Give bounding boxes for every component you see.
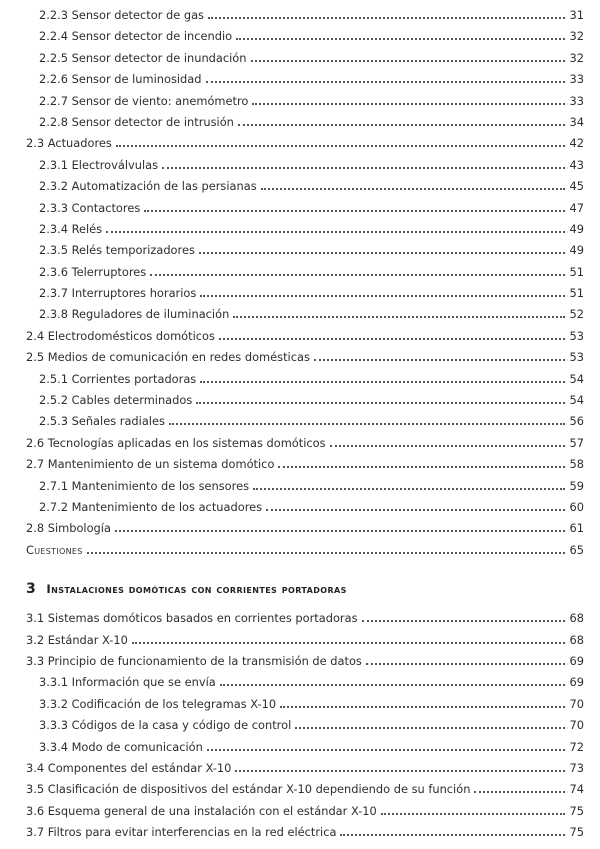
page-number: 32 [569, 29, 584, 44]
dot-leader [200, 295, 565, 297]
toc-entry-label: 2.2.6 Sensor de luminosidad [39, 72, 202, 87]
toc-entry [26, 497, 584, 518]
dot-leader [295, 727, 565, 729]
toc-entry [26, 672, 584, 693]
toc-entry [26, 112, 584, 133]
chapter-title: Instalaciones domóticas con corrientes portadoras [46, 582, 347, 597]
page-number: 45 [569, 179, 584, 194]
toc-entry-label: 2.3.6 Telerruptores [39, 264, 147, 279]
page-number: 43 [569, 157, 584, 172]
toc-entry-label: 2.7.1 Mantenimiento de los sensores [39, 478, 250, 493]
page-number: 75 [569, 803, 584, 818]
toc-entry [26, 801, 584, 822]
page-number: 53 [569, 350, 584, 365]
toc-entry [26, 133, 584, 154]
page-number: 52 [569, 307, 584, 322]
toc-entry-label: 3.3 Principio de funcionamiento de la transmisión de datos [26, 653, 362, 668]
toc-entry-label: 2.5.3 Señales radiales [39, 414, 165, 429]
toc-entry-label: 3.2 Estándar X-10 [26, 632, 128, 647]
toc-entry-label: 2.3.7 Interruptores horarios [39, 286, 197, 301]
page-number: 69 [569, 675, 584, 690]
toc-entry [26, 347, 584, 368]
toc-entry [26, 219, 584, 240]
toc-entry [26, 304, 584, 325]
toc-entry-label: 2.3.8 Reguladores de iluminación [39, 307, 230, 322]
page-number: 47 [569, 200, 584, 215]
page-number: 49 [569, 221, 584, 236]
page-number: 69 [569, 653, 584, 668]
page-number: 42 [569, 136, 584, 151]
page-number: 70 [569, 718, 584, 733]
page-number: 54 [569, 371, 584, 386]
dot-leader [261, 188, 565, 190]
dot-leader [219, 338, 565, 340]
toc-entry [26, 390, 584, 411]
dot-leader [144, 210, 565, 212]
page-number: 61 [569, 521, 584, 536]
toc-entry [26, 262, 584, 283]
toc-entry-label: 2.7 Mantenimiento de un sistema domótico [26, 457, 275, 472]
toc-entry [26, 69, 584, 90]
toc-entry-label: 2.3.4 Relés [39, 221, 103, 236]
page-number: 58 [569, 457, 584, 472]
page-number: 51 [569, 286, 584, 301]
dot-leader [116, 145, 565, 147]
page-number: 49 [569, 243, 584, 258]
toc-entry [26, 822, 584, 843]
toc-entry-label: 2.3.3 Contactores [39, 200, 141, 215]
toc-entry [26, 476, 584, 497]
toc-entry [26, 91, 584, 112]
dot-leader [235, 770, 565, 772]
dot-leader [314, 359, 565, 361]
toc-entry [26, 779, 584, 800]
toc-entry-label: 2.2.7 Sensor de viento: anemómetro [39, 93, 249, 108]
toc-entry [26, 240, 584, 261]
dot-leader [196, 402, 565, 404]
toc-entry [26, 518, 584, 539]
toc-entry-label: 2.2.3 Sensor detector de gas [39, 8, 204, 22]
toc-entry [26, 176, 584, 197]
dot-leader [132, 642, 565, 644]
toc-entry [26, 715, 584, 736]
dot-leader [252, 103, 565, 105]
dot-leader [366, 663, 565, 665]
toc-entry [26, 198, 584, 219]
toc-entry-label: 3.5 Clasificación de dispositivos del estándar X-10 dependiendo de su función [26, 782, 471, 797]
dot-leader [251, 60, 566, 62]
page-number: 72 [569, 739, 584, 754]
toc-entry [26, 26, 584, 47]
toc-entry-label: 3.3.3 Códigos de la casa y código de control [39, 718, 292, 733]
dot-leader [340, 834, 565, 836]
dot-leader [266, 509, 565, 511]
toc-entry-label: 3.1 Sistemas domóticos basados en corrientes portadoras [26, 611, 358, 626]
page-number: 73 [569, 760, 584, 775]
toc-entry [26, 48, 584, 69]
toc-list [26, 5, 584, 843]
dot-leader [162, 167, 565, 169]
dot-leader [278, 466, 565, 468]
toc-entry-label: 2.7.2 Mantenimiento de los actuadores [39, 499, 263, 514]
toc-entry-label: 2.6 Tecnologías aplicadas en los sistemas domóticos [26, 435, 326, 450]
dot-leader [238, 124, 565, 126]
page-number: 51 [569, 264, 584, 279]
toc-entry-label: 2.2.8 Sensor detector de intrusión [39, 114, 234, 129]
toc-entry-label: 2.4 Electrodomésticos domóticos [26, 328, 215, 343]
dot-leader [87, 552, 565, 554]
dot-leader [330, 445, 565, 447]
toc-entry-label: 2.5.1 Corrientes portadoras [39, 371, 197, 386]
toc-entry-label: 2.2.5 Sensor detector de inundación [39, 50, 247, 65]
toc-entry [26, 540, 584, 561]
toc-entry-label: Cuestiones [26, 542, 83, 557]
page-number: 65 [569, 542, 584, 557]
dot-leader [208, 17, 565, 19]
toc-entry-label: 2.3.2 Automatización de las persianas [39, 179, 257, 194]
dot-leader [220, 684, 565, 686]
toc-entry [26, 283, 584, 304]
page-number: 60 [569, 499, 584, 514]
page-number: 59 [569, 478, 584, 493]
dot-leader [115, 530, 565, 532]
dot-leader [206, 81, 565, 83]
dot-leader [169, 423, 565, 425]
page-number: 33 [569, 93, 584, 108]
toc-entry-label: 3.6 Esquema general de una instalación con el estándar X-10 [26, 803, 377, 818]
dot-leader [233, 316, 565, 318]
toc-entry [26, 155, 584, 176]
toc-entry-label: 3.3.1 Información que se envía [39, 675, 216, 690]
page-number: 57 [569, 435, 584, 450]
page-number: 34 [569, 114, 584, 129]
toc-entry [26, 608, 584, 629]
toc-entry-label: 2.3.5 Relés temporizadores [39, 243, 195, 258]
page-number: 33 [569, 72, 584, 87]
toc-entry [26, 454, 584, 475]
dot-leader [200, 381, 565, 383]
page-number: 53 [569, 328, 584, 343]
page-number: 56 [569, 414, 584, 429]
dot-leader [253, 488, 565, 490]
chapter-heading [26, 578, 584, 597]
dot-leader [474, 791, 565, 793]
toc-entry [26, 369, 584, 390]
toc-entry [26, 737, 584, 758]
dot-leader [280, 706, 565, 708]
toc-entry-label: 3.3.4 Modo de comunicación [39, 739, 203, 754]
toc-entry-label: 2.8 Simbología [26, 521, 111, 536]
page-number: 31 [569, 8, 584, 22]
toc-entry-label: 2.3 Actuadores [26, 136, 112, 151]
page-number: 68 [569, 632, 584, 647]
toc-entry [26, 651, 584, 672]
dot-leader [381, 813, 565, 815]
chapter-number: 3 [26, 581, 36, 598]
toc-entry-label: 3.7 Filtros para evitar interferencias en la red eléctrica [26, 825, 337, 840]
toc-entry-label: 3.3.2 Codificación de los telegramas X-10 [39, 696, 277, 711]
toc-entry [26, 694, 584, 715]
toc-entry [26, 326, 584, 347]
toc-entry [26, 433, 584, 454]
page-number: 54 [569, 393, 584, 408]
dot-leader [199, 252, 565, 254]
dot-leader [362, 620, 565, 622]
toc-entry-label: 2.2.4 Sensor detector de incendio [39, 29, 233, 44]
toc-entry-label: 2.3.1 Electroválvulas [39, 157, 159, 172]
page-number: 32 [569, 50, 584, 65]
toc-entry [26, 5, 584, 26]
dot-leader [106, 231, 565, 233]
page-number: 75 [569, 825, 584, 840]
toc-entry [26, 758, 584, 779]
toc-entry-label: 3.4 Componentes del estándar X-10 [26, 760, 232, 775]
dot-leader [236, 38, 565, 40]
page-number: 68 [569, 611, 584, 626]
toc-entry [26, 411, 584, 432]
toc-entry [26, 630, 584, 651]
toc-entry-label: 2.5.2 Cables determinados [39, 393, 193, 408]
dot-leader [150, 274, 565, 276]
page-number: 70 [569, 696, 584, 711]
dot-leader [207, 749, 565, 751]
toc-entry-label: 2.5 Medios de comunicación en redes domésticas [26, 350, 310, 365]
page-number: 74 [569, 782, 584, 797]
